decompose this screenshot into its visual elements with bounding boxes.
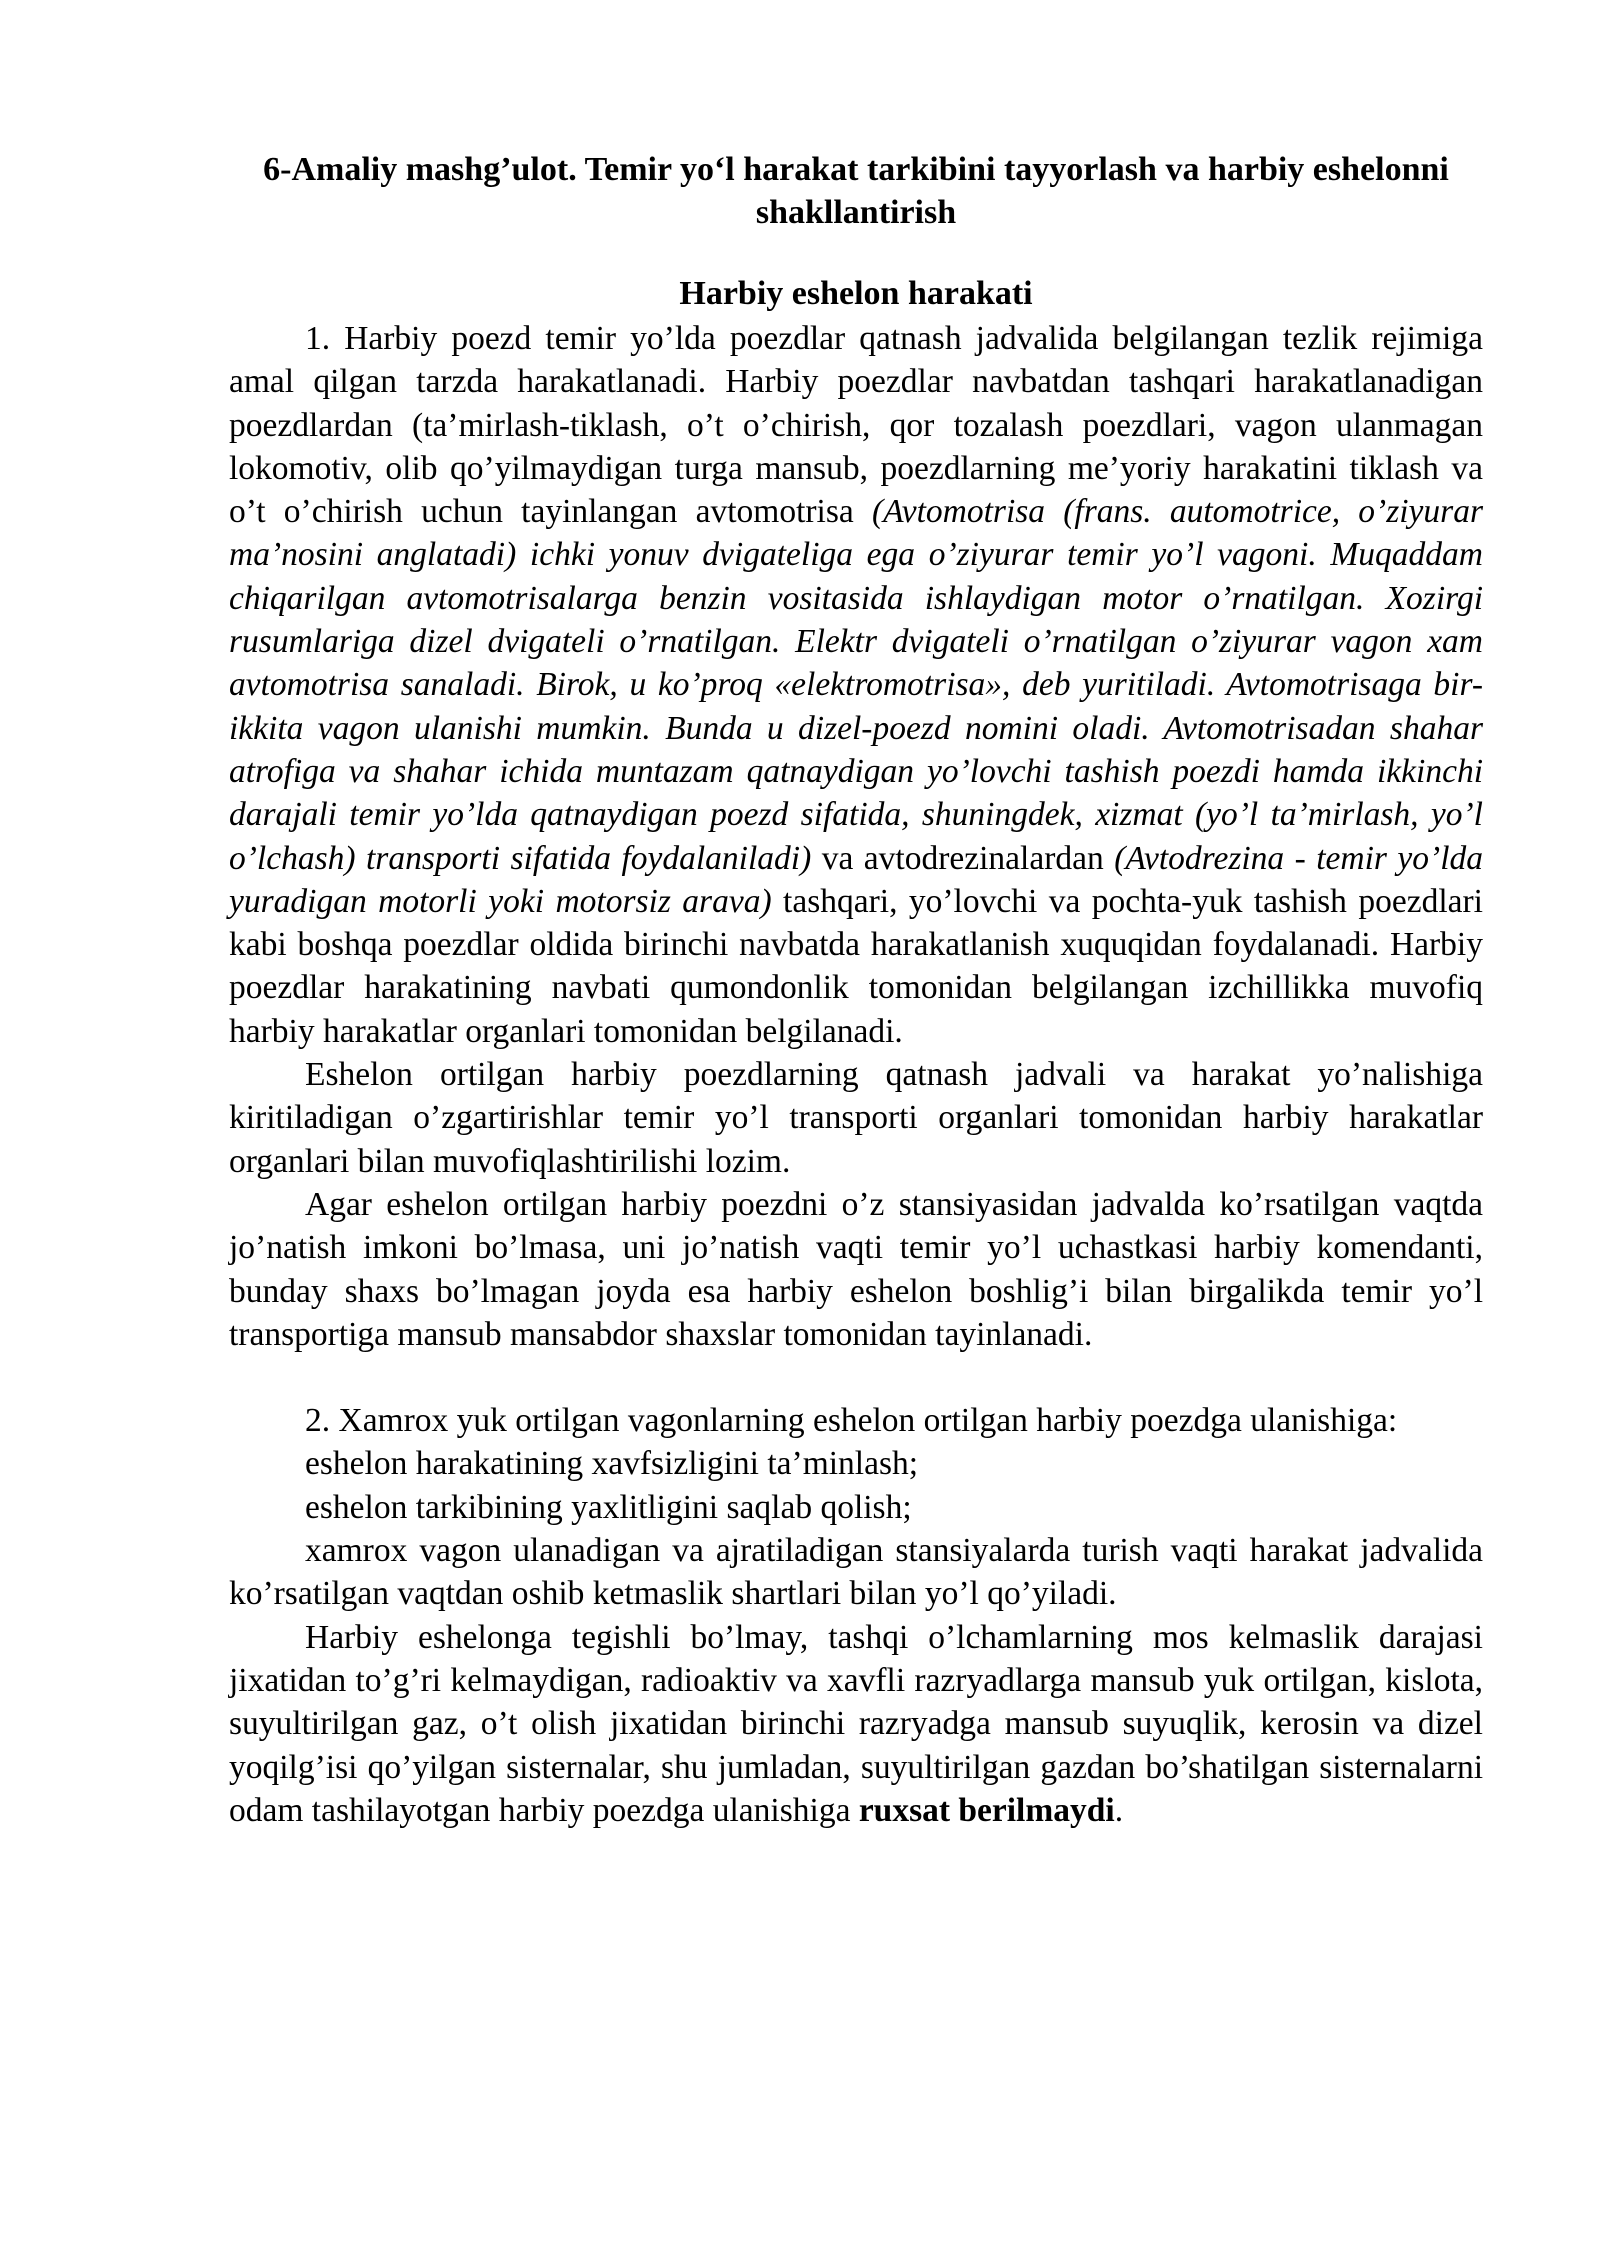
- paragraph-1-note-avtomotrisa: (Avtomotrisa (frans. automotrice, o’ziyurar ma’nosini anglatadi) ichki yonuv dvigateliga ega o’ziyurar temir yo’l vagoni. Muqaddam chiqarilgan avtomotrisalarga benzin vositasida ishlaydigan motor o’rnatilgan. Xozirgi rusumlariga dizel dvigateli o’rnatilgan. Elektr dvigateli o’rnatilgan o’ziyurar vagon xam avtomotrisa sanaladi. Birok, u ko’proq «elektromotrisa», deb yuritiladi. Avtomotrisaga bir-ikkita vagon ulanishi mumkin. Bunda u dizel-poezd nomini oladi. Avtomotrisadan shahar atrofiga va shahar ichida muntazam qatnaydigan yo’lovchi tashish poezdi hamda ikkinchi darajali temir yo’lda qatnaydigan poezd sifatida, shuningdek, xizmat (yo’l ta’mirlash, yo’l o’lchash) transporti sifatida foydalaniladi): [229, 493, 1483, 877]
- paragraph-2: Eshelon ortilgan harbiy poezdlarning qatnash jadvali va harakat yo’nalishiga kiritiladigan o’zgartirishlar temir yo’l transporti organlari tomonidan harbiy harakatlar organlari bilan muvofiqlashtirilishi lozim.: [229, 1056, 1483, 1180]
- section-heading: Harbiy eshelon harakati: [679, 275, 1033, 312]
- document-page: [229, 148, 1483, 1832]
- paragraph-3: Agar eshelon ortilgan harbiy poezdni o’z stansiyasidan jadvalda ko’rsatilgan vaqtda jo’natish imkoni bo’lmasa, uni jo’natish vaqti temir yo’l uchastkasi harbiy komendanti, bunday shaxs bo’lmagan joyda esa harbiy eshelon boshlig’i bilan birgalikda temir yo’l transportiga mansub mansabdor shaxslar tomonidan tayinlanadi.: [229, 1185, 1483, 1353]
- document-title: 6-Amaliy mashg’ulot. Temir yo‘l harakat tarkibini tayyorlash va harbiy eshelonni shakllantirish: [263, 151, 1449, 231]
- paragraph-4: 2. Xamrox yuk ortilgan vagonlarning eshelon ortilgan harbiy poezdga ulanishiga:: [305, 1402, 1398, 1440]
- paragraph-1-text-3: tashqari, yo’lovchi va pochta-yuk tashish poezdlari kabi boshqa poezdlar oldida birinchi navbatda harakatlanish xuquqidan foydalanadi. Harbiy poezdlar harakatining navbati qumondonlik tomonidan belgilangan izchillikka muvofiq harbiy harakatlar organlari tomonidan belgilanadi.: [229, 882, 1483, 1050]
- list-item-2: eshelon tarkibining yaxlitligini saqlab qolish;: [305, 1488, 912, 1526]
- list-item-1: eshelon harakatining xavfsizligini ta’minlash;: [305, 1445, 919, 1483]
- paragraph-1-note-avtodrezina: (Avtodrezina - temir yo’lda yuradigan motorli yoki motorsiz arava): [229, 839, 1483, 920]
- paragraph-8-bold: ruxsat berilmaydi: [858, 1791, 1115, 1829]
- paragraph-8: [229, 1616, 1483, 1832]
- list-item-3: xamrox vagon ulanadigan va ajratiladigan stansiyalarda turish vaqti harakat jadvalida ko’rsatilgan vaqtdan oshib ketmaslik shartlari bilan yo’l qo’yiladi.: [229, 1532, 1483, 1613]
- paragraph-1: [229, 317, 1483, 1053]
- paragraph-8-text: Harbiy eshelonga tegishli bo’lmay, tashqi o’lchamlarning mos kelmaslik darajasi jixatidan to’g’ri kelmaydigan, radioaktiv va xavfli razryadlarga mansub yuk ortilgan, kislota, suyultirilgan gaz, o’t olish jixatidan birinchi razryadga mansub suyuqlik, kerosin va dizel yoqilg’isi qo’yilgan sisternalar, shu jumladan, suyultirilgan gazdan bo’shatilgan sisternalarni odam tashilayotgan harbiy poezdga ulanishiga: [229, 1618, 1483, 1829]
- paragraph-8-end: .: [1114, 1791, 1124, 1829]
- paragraph-1-text: 1. Harbiy poezd temir yo’lda poezdlar qatnash jadvalida belgilangan tezlik rejimiga amal qilgan tarzda harakatlanadi. Harbiy poezdlar navbatdan tashqari harakatlanadigan poezdlardan (ta’mirlash-tiklash, o’t o’chirish, qor tozalash poezdlari, vagon ulanmagan lokomotiv, olib qo’yilmaydigan turga mansub, poezdlarning me’yoriy harakatini tiklash va o’t o’chirish uchun tayinlangan avtomotrisa: [229, 320, 1483, 531]
- paragraph-1-text-2: va avtodrezinalardan: [811, 839, 1115, 877]
